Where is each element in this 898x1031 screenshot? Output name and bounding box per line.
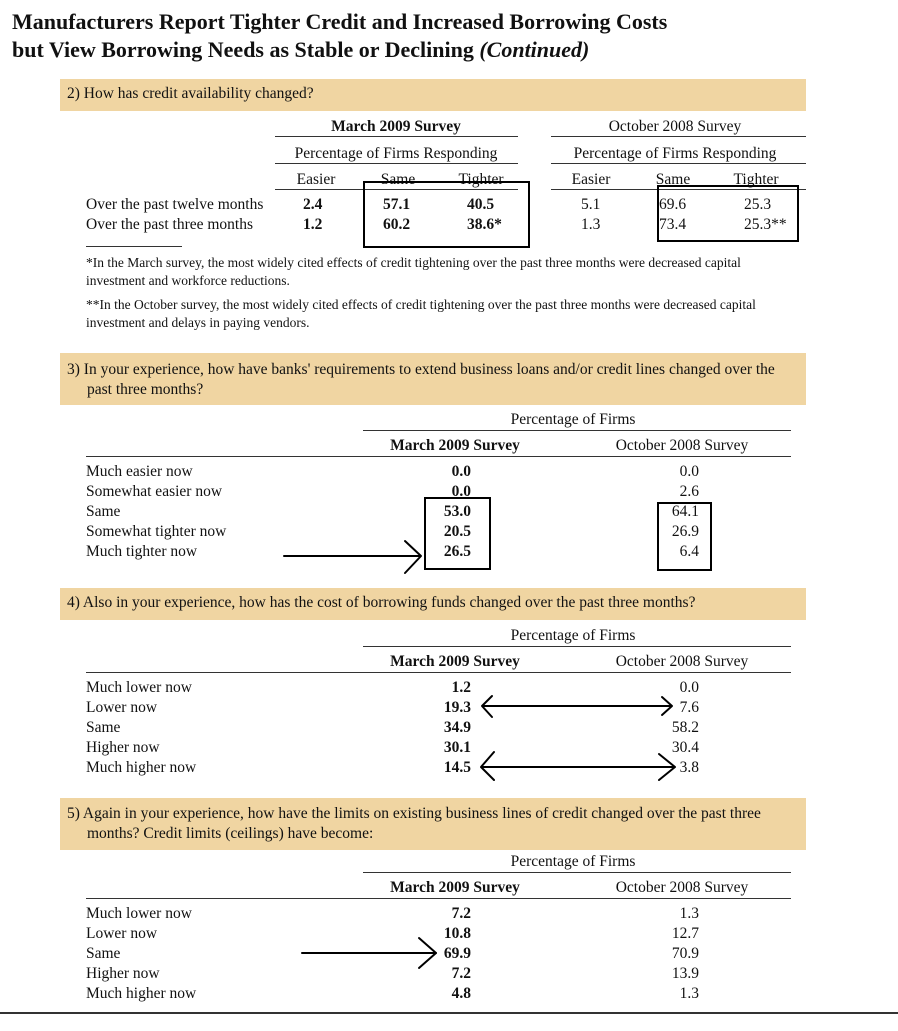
footnote-rule — [86, 246, 182, 247]
q2-cell-october-tighter: 25.3 — [744, 196, 772, 213]
page-bottom-rule — [0, 1012, 898, 1014]
q2-cell-october-tighter: 25.3** — [744, 216, 787, 233]
q4-cell-october: 0.0 — [679, 679, 699, 696]
q4-cell-march: 14.5 — [443, 759, 471, 776]
q4-march-heading: March 2009 Survey — [390, 653, 520, 670]
q3-row-label: Much easier now — [86, 463, 193, 480]
q2-october-col-same: Same — [655, 171, 691, 188]
q3-cell-october: 26.9 — [671, 523, 699, 540]
q2-cell-march-easier: 1.2 — [303, 216, 323, 233]
q2-row-label: Over the past twelve months — [86, 196, 264, 213]
q3-row-label: Somewhat easier now — [86, 483, 223, 500]
q4-double-arrow-lower — [482, 696, 672, 717]
q3-cell-march: 20.5 — [443, 523, 471, 540]
q3-march-heading: March 2009 Survey — [390, 437, 520, 454]
q4-double-arrow-much-higher — [481, 752, 675, 780]
q2-cell-march-tighter: 38.6* — [467, 216, 502, 233]
q5-cell-october: 12.7 — [671, 925, 699, 942]
q4-row-label: Lower now — [86, 699, 158, 716]
q4-header-rule — [86, 672, 791, 673]
q4-cell-march: 34.9 — [443, 719, 471, 736]
q5-row-label: Lower now — [86, 925, 158, 942]
q5-october-heading: October 2008 Survey — [615, 879, 749, 896]
q5-pct-rule — [363, 872, 791, 873]
question-5-text: 5) Again in your experience, how have the limits on existing business lines of credit changed over the past three months? Credit limits (ceilings) have become: — [67, 805, 761, 842]
q5-cell-october: 13.9 — [671, 965, 699, 982]
q3-march-highlight-box — [424, 497, 491, 570]
q5-cell-march: 69.9 — [443, 945, 471, 962]
q2-cell-october-same: 73.4 — [659, 216, 687, 233]
q2-march-rule — [275, 136, 518, 137]
q4-row-label: Much lower now — [86, 679, 192, 696]
question-3-text: 3) In your experience, how have banks' requirements to extend business loans and/or credit lines changed over the past three months? — [67, 361, 775, 398]
q5-cell-march: 4.8 — [451, 985, 471, 1002]
q3-row-label: Same — [86, 503, 121, 520]
q2-cell-march-same: 60.2 — [383, 216, 411, 233]
q3-cell-october: 0.0 — [679, 463, 699, 480]
page-title-line2-main: but View Borrowing Needs as Stable or Declining — [12, 37, 474, 62]
question-4-text: 4) Also in your experience, how has the cost of borrowing funds changed over the past three months? — [67, 594, 696, 611]
q3-cell-october: 64.1 — [671, 503, 699, 520]
q3-row-label: Much tighter now — [86, 543, 198, 560]
q5-march-heading: March 2009 Survey — [390, 879, 520, 896]
q5-row-label: Higher now — [86, 965, 160, 982]
q2-cell-october-easier: 1.3 — [581, 216, 601, 233]
q3-cell-march: 26.5 — [443, 543, 471, 560]
q3-cell-march: 0.0 — [451, 463, 471, 480]
q2-march-subrule — [275, 163, 518, 164]
q3-cell-march: 0.0 — [451, 483, 471, 500]
q4-cell-march: 1.2 — [451, 679, 471, 696]
q2-cell-october-same: 69.6 — [659, 196, 687, 213]
q3-cell-march: 53.0 — [443, 503, 471, 520]
q5-row-label: Much lower now — [86, 905, 192, 922]
q5-right-arrow — [302, 938, 436, 968]
q2-october-col-tighter: Tighter — [733, 171, 779, 188]
q2-cell-march-tighter: 40.5 — [467, 196, 495, 213]
q2-october-col-easier: Easier — [571, 171, 611, 188]
q5-cell-october: 70.9 — [671, 945, 699, 962]
q4-pct-rule — [363, 646, 791, 647]
q2-cell-march-easier: 2.4 — [303, 196, 323, 213]
q2-march-col-easier: Easier — [296, 171, 336, 188]
q5-cell-march: 7.2 — [451, 905, 471, 922]
q4-cell-october: 58.2 — [671, 719, 699, 736]
q2-october-subheading: Percentage of Firms Responding — [573, 145, 777, 162]
q3-october-heading: October 2008 Survey — [615, 437, 749, 454]
page-title-line1: Manufacturers Report Tighter Credit and Increased Borrowing Costs — [12, 9, 668, 34]
q5-cell-march: 10.8 — [443, 925, 471, 942]
q3-pct-heading: Percentage of Firms — [510, 411, 636, 428]
q2-footnote-march: *In the March survey, the most widely cited effects of credit tightening over the past three months were decreased capital investment and workforce reductions. — [86, 255, 741, 288]
q5-row-label: Same — [86, 945, 121, 962]
page-title-continued: (Continued) — [479, 37, 590, 62]
q2-footnote-october: **In the October survey, the most widely cited effects of credit tightening over the past three months were decreased capital investment and delays in paying vendors. — [86, 297, 756, 330]
q2-october-rule — [551, 136, 806, 137]
q2-march-heading: March 2009 Survey — [331, 118, 461, 135]
question-3-band — [60, 353, 806, 405]
q3-pct-rule — [363, 430, 791, 431]
q2-march-col-same: Same — [380, 171, 416, 188]
q4-cell-march: 30.1 — [443, 739, 471, 756]
question-2-text: 2) How has credit availability changed? — [67, 85, 314, 102]
question-2-band — [60, 79, 806, 111]
q4-row-label: Same — [86, 719, 121, 736]
q4-row-label: Higher now — [86, 739, 160, 756]
q2-march-highlight-box — [363, 181, 530, 248]
q3-october-highlight-box — [657, 502, 712, 571]
q4-cell-march: 19.3 — [443, 699, 471, 716]
q5-pct-heading: Percentage of Firms — [510, 853, 636, 870]
q5-row-label: Much higher now — [86, 985, 197, 1002]
q3-cell-october: 6.4 — [679, 543, 699, 560]
question-4-band — [60, 588, 806, 620]
q3-header-rule — [86, 456, 791, 457]
q2-cell-march-same: 57.1 — [383, 196, 411, 213]
q5-cell-october: 1.3 — [679, 985, 699, 1002]
q3-row-label: Somewhat tighter now — [86, 523, 227, 540]
q3-right-arrow — [284, 541, 421, 573]
q3-cell-october: 2.6 — [679, 483, 699, 500]
q5-cell-march: 7.2 — [451, 965, 471, 982]
q2-row-label: Over the past three months — [86, 216, 254, 233]
q4-row-label: Much higher now — [86, 759, 197, 776]
q2-cell-october-easier: 5.1 — [581, 196, 601, 213]
q2-october-subrule — [551, 163, 806, 164]
q4-cell-october: 30.4 — [671, 739, 699, 756]
q2-october-highlight-box — [657, 185, 799, 242]
q4-october-heading: October 2008 Survey — [615, 653, 749, 670]
q2-october-heading: October 2008 Survey — [608, 118, 742, 135]
q5-header-rule — [86, 898, 791, 899]
question-5-band — [60, 798, 806, 850]
q4-cell-october: 7.6 — [679, 699, 699, 716]
q4-pct-heading: Percentage of Firms — [510, 627, 636, 644]
q2-march-subheading: Percentage of Firms Responding — [294, 145, 498, 162]
page-title-line2 — [12, 36, 589, 64]
q2-march-col-tighter: Tighter — [458, 171, 504, 188]
q4-cell-october: 3.8 — [679, 759, 699, 776]
q5-cell-october: 1.3 — [679, 905, 699, 922]
